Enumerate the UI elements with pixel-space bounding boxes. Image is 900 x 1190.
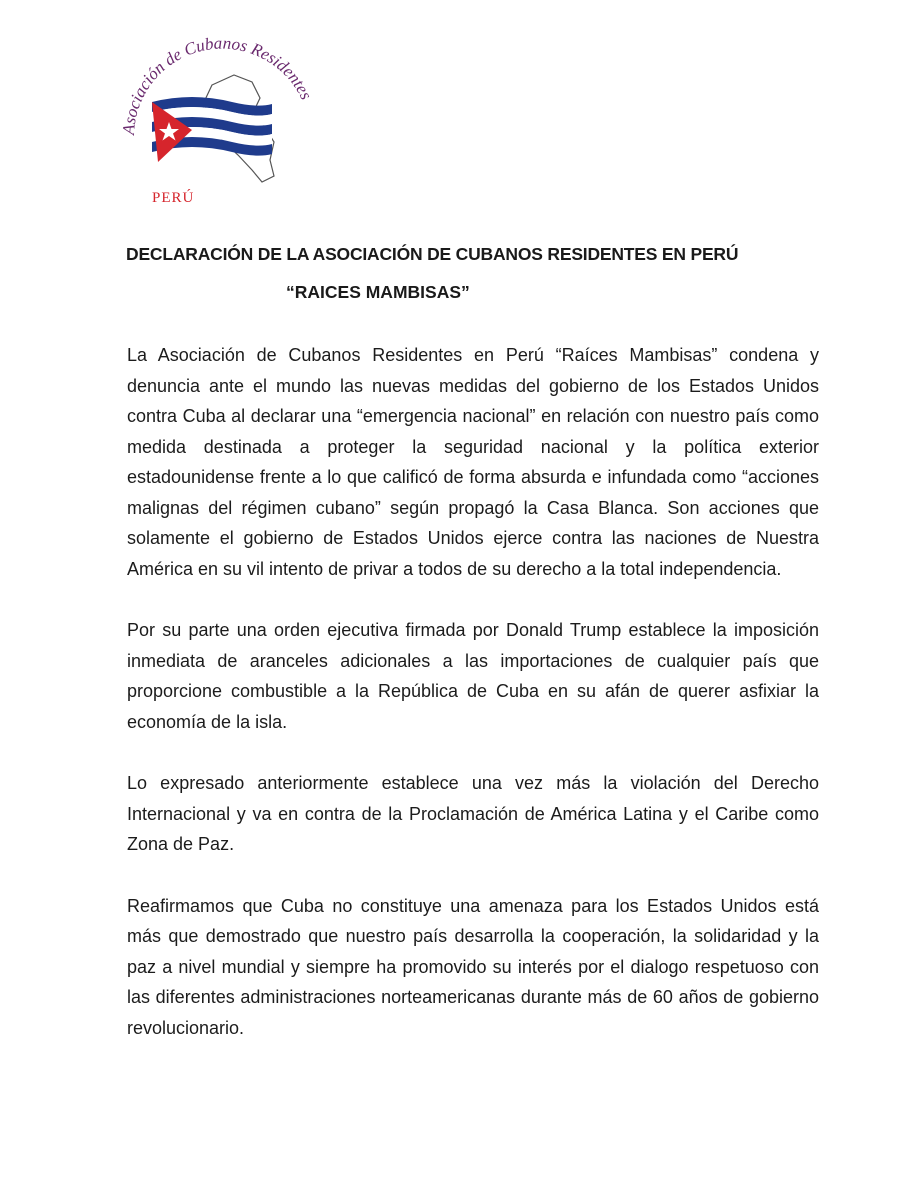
document-title: DECLARACIÓN DE LA ASOCIACIÓN DE CUBANOS RESIDENTES EN PERÚ <box>126 244 739 264</box>
document-subtitle: “RAICES MAMBISAS” <box>286 282 470 302</box>
logo-country-text: PERÚ <box>152 190 195 206</box>
paragraph: La Asociación de Cubanos Residentes en Perú “Raíces Mambisas” condena y denuncia ante el mundo las nuevas medidas del gobierno de los Estados Unidos contra Cuba al declarar una “emergencia nacional” en relación con nuestro país como medida destinada a proteger la seguridad nacional y la política exterior estadounidense frente a lo que calificó de forma absurda e infundada como “acciones malignas del régimen cubano” según propagó la Casa Blanca. Son acciones que solamente el gobierno de Estados Unidos ejerce contra las naciones de Nuestra América en su vil intento de privar a todos de su derecho a la total independencia. <box>127 345 819 579</box>
cuban-flag-icon <box>152 97 272 162</box>
declaration-body <box>127 340 819 1074</box>
association-logo <box>112 30 322 230</box>
paragraph: Reafirmamos que Cuba no constituye una amenaza para los Estados Unidos está más que demostrado que nuestro país desarrolla la cooperación, la solidaridad y la paz a nivel mundial y siempre ha promovido su interés por el dialogo respetuoso con las diferentes administraciones norteamericanas durante más de 60 años de gobierno revolucionario. <box>127 895 819 1038</box>
logo-graphic <box>112 30 322 230</box>
paragraph: Lo expresado anteriormente establece una vez más la violación del Derecho Internacional y va en contra de la Proclamación de América Latina y el Caribe como Zona de Paz. <box>127 773 819 854</box>
logo-arc-text: Asociación de Cubanos Residentes <box>118 33 316 136</box>
paragraph: Por su parte una orden ejecutiva firmada por Donald Trump establece la imposición inmediata de aranceles adicionales a las importaciones de cualquier país que proporcione combustible a la República de Cuba en su afán de querer asfixiar la economía de la isla. <box>127 620 819 732</box>
